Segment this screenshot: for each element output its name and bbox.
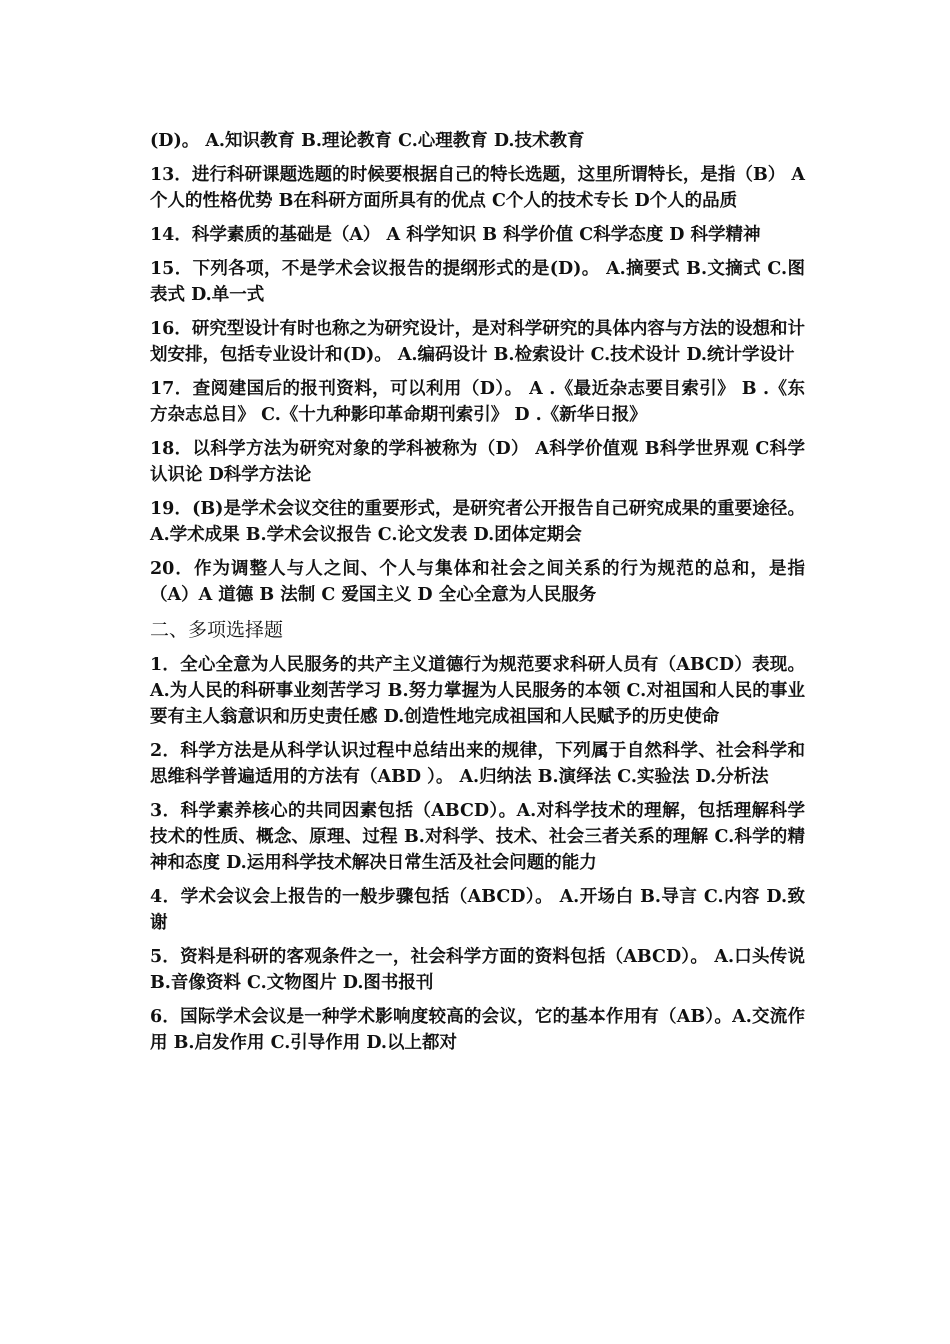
question-13: 13．进行科研课题选题的时候要根据自己的特长选题，这里所谓特长，是指（B） A个人的性格优势 B在科研方面所具有的优点 C个人的技术专长 D个人的品质: [150, 165, 805, 211]
question-15: 15．下列各项，不是学术会议报告的提纲形式的是(D)。 A.摘要式 B.文摘式 C.图表式 D.单一式: [150, 259, 805, 305]
mc-question-1: 1．全心全意为人民服务的共产主义道德行为规范要求科研人员有（ABCD）表现。 A.为人民的科研事业刻苦学习 B.努力掌握为人民服务的本领 C.对祖国和人民的事业要有主人翁意识和历史责任感 D.创造性地完成祖国和人民赋予的历史使命: [150, 655, 805, 727]
question-18: 18．以科学方法为研究对象的学科被称为（D） A科学价值观 B科学世界观 C科学认识论 D科学方法论: [150, 439, 805, 485]
mc-question-4: 4．学术会议会上报告的一般步骤包括（ABCD）。 A.开场白 B.导言 C.内容 D.致谢: [150, 887, 805, 933]
mc-question-5: 5．资料是科研的客观条件之一，社会科学方面的资料包括（ABCD）。 A.口头传说 B.音像资料 C.文物图片 D.图书报刊: [150, 947, 805, 993]
mc-question-2: 2．科学方法是从科学认识过程中总结出来的规律，下列属于自然科学、社会科学和思维科学普遍适用的方法有（ABD ）。 A.归纳法 B.演绎法 C.实验法 D.分析法: [150, 741, 805, 787]
document-page: [150, 128, 805, 1064]
section-heading-multiple-choice: 二、多项选择题: [150, 619, 284, 641]
question-19: 19．(B)是学术会议交往的重要形式，是研究者公开报告自己研究成果的重要途径。 A.学术成果 B.学术会议报告 C.论文发表 D.团体定期会: [150, 499, 805, 545]
question-14: 14．科学素质的基础是（A） A 科学知识 B 科学价值 C科学态度 D 科学精神: [150, 225, 761, 245]
question-16: 16．研究型设计有时也称之为研究设计，是对科学研究的具体内容与方法的设想和计划安排，包括专业设计和(D)。 A.编码设计 B.检索设计 C.技术设计 D.统计学设计: [150, 319, 805, 365]
question-fragment-12: (D)。 A.知识教育 B.理论教育 C.心理教育 D.技术教育: [150, 131, 585, 151]
question-20: 20．作为调整人与人之间、个人与集体和社会之间关系的行为规范的总和，是指（A）A 道德 B 法制 C 爱国主义 D 全心全意为人民服务: [150, 559, 805, 605]
mc-question-6: 6．国际学术会议是一种学术影响度较高的会议，它的基本作用有（AB）。A.交流作用 B.启发作用 C.引导作用 D.以上都对: [150, 1007, 805, 1053]
question-17: 17．查阅建国后的报刊资料，可以利用（D）。 A .《最近杂志要目索引》 B .《东方杂志总目》 C.《十九种影印革命期刊索引》 D .《新华日报》: [150, 379, 805, 425]
mc-question-3: 3．科学素养核心的共同因素包括（ABCD）。A.对科学技术的理解，包括理解科学技术的性质、概念、原理、过程 B.对科学、技术、社会三者关系的理解 C.科学的精神和态度 D.运用科学技术解决日常生活及社会问题的能力: [150, 801, 805, 873]
